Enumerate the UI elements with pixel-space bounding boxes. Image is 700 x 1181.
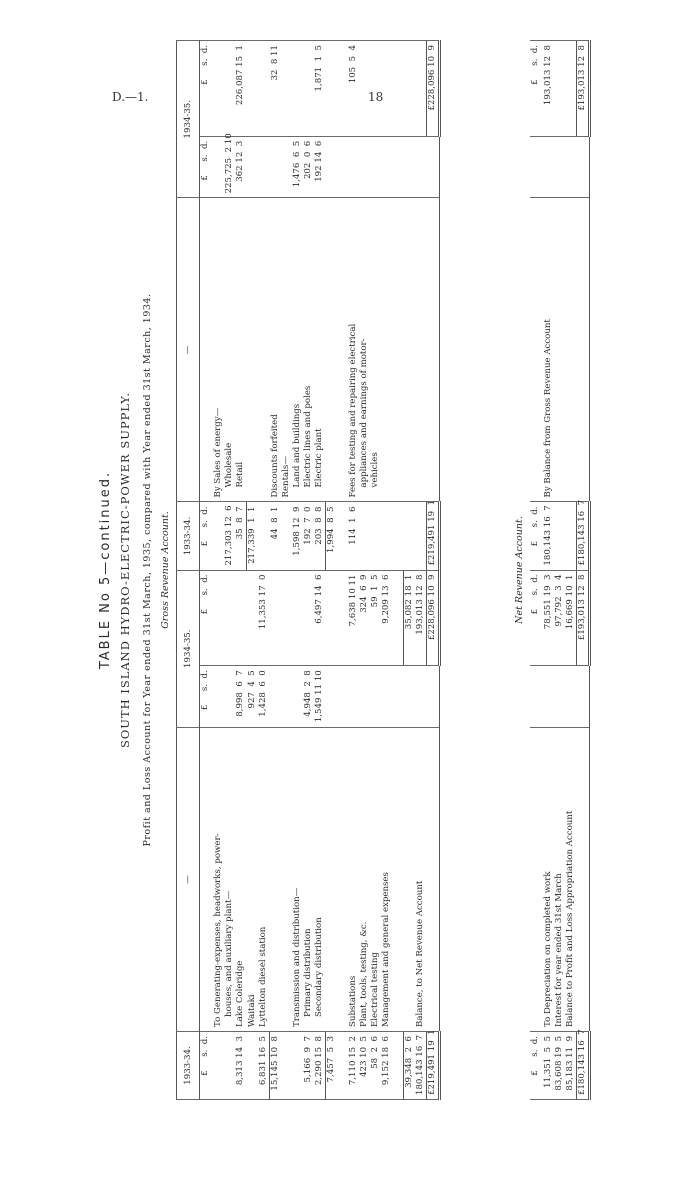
amount: 58 2 6	[370, 1031, 381, 1099]
amount: 59 1 5	[370, 570, 381, 666]
table-row	[326, 41, 338, 1100]
amount: 83,608 19 5	[554, 1031, 565, 1099]
amount: 192 14 6	[314, 136, 326, 198]
total-amount: £193,013 12 8	[577, 41, 590, 137]
total-amount: £228,096 10 9	[427, 41, 440, 137]
amount: 11,351 5 5	[543, 1031, 554, 1099]
amount: 15,145 10 8	[270, 1031, 282, 1099]
table-row	[258, 41, 270, 1100]
amount: 1,428 6 0	[258, 666, 270, 728]
table-row	[213, 41, 224, 1100]
item-label: Transmission and distribution—	[292, 727, 303, 1031]
amount: 193,013 12 8	[543, 41, 554, 137]
amount: 6,831 16 5	[258, 1031, 270, 1099]
amount: 97,792 3 4	[554, 570, 565, 666]
gross-revenue-table	[176, 40, 441, 1100]
spacer-row	[281, 41, 292, 1100]
unit-label: £ s. d.	[530, 502, 543, 570]
amount: 193,013 12 8	[415, 570, 427, 666]
item-label: appliances and earnings of motor-	[359, 198, 370, 502]
amount: 217,303 12 6	[224, 502, 235, 570]
item-label: By Sales of energy—	[213, 198, 224, 502]
col-header: —	[177, 727, 200, 1031]
item-label: Interest for year ended 31st March	[554, 727, 565, 1031]
amount: 9,152 18 6	[381, 1031, 392, 1099]
total-row	[577, 41, 590, 1100]
amount: 324 6 9	[359, 570, 370, 666]
item-label: Wholesale	[224, 198, 235, 502]
total-amount: £193,013 12 8	[577, 570, 590, 666]
unit-label: £ s. d.	[530, 570, 543, 666]
amount: 1,871 1 5	[314, 41, 326, 137]
amount: 927 4 5	[247, 666, 259, 728]
total-amount: £219,491 19 1	[427, 502, 440, 570]
amount: 44 8 1	[270, 502, 282, 570]
table-row	[370, 41, 381, 1100]
item-label: Electric plant	[314, 198, 326, 502]
amount: 6,497 14 6	[314, 570, 326, 666]
table-subtitle: SOUTH ISLAND HYDRO-ELECTRIC-POWER SUPPLY.	[118, 391, 132, 749]
amount: 78,551 19 3	[543, 570, 554, 666]
table-row	[270, 41, 282, 1100]
table-row	[235, 41, 247, 1100]
item-label: Secondary distribution	[314, 727, 326, 1031]
item-label: Electric lines and poles	[303, 198, 314, 502]
table-row	[348, 41, 359, 1100]
table-row	[224, 41, 235, 1100]
amount: 192 7 0	[303, 502, 314, 570]
net-revenue-heading: Net Revenue Account.	[514, 516, 525, 624]
item-label: Discounts forfeited	[270, 198, 282, 502]
page-reference: D.—1.	[112, 90, 149, 104]
col-header: 1933-34.	[177, 1031, 200, 1099]
item-label: Lake Coleridge	[235, 727, 247, 1031]
table-row	[314, 41, 326, 1100]
table-row	[404, 41, 416, 1100]
item-label: houses, and auxiliary plant—	[224, 727, 235, 1031]
page-number: 18	[368, 90, 384, 104]
item-label: vehicles	[370, 198, 381, 502]
amount: 105 5 4	[348, 41, 359, 137]
unit-row	[200, 41, 214, 1100]
unit-row	[530, 41, 543, 1100]
amount: 180,143 16 7	[415, 1031, 427, 1099]
item-label: Substations	[348, 727, 359, 1031]
table-row	[554, 41, 565, 1100]
table-row	[381, 41, 392, 1100]
table-description: Profit and Loss Account for Year ended 31st March, 1935, compared with Year ended 31st March, 1934.	[142, 293, 153, 847]
amount: 202 0 6	[303, 136, 314, 198]
item-label: To Generating-expenses, headworks, power-	[213, 727, 224, 1031]
net-revenue-table	[530, 40, 591, 1100]
amount: 225,725 2 10	[224, 136, 235, 198]
unit-label: £ s. d.	[200, 666, 214, 728]
table-row	[543, 41, 554, 1100]
amount: 180,143 16 7	[543, 502, 554, 570]
item-label: By Balance from Gross Revenue Account	[543, 198, 554, 502]
spacer-row	[392, 41, 404, 1100]
total-row	[427, 41, 440, 1100]
total-amount: £180,143 16 7	[577, 502, 590, 570]
unit-label: £ s. d.	[200, 41, 214, 137]
amount: 11,353 17 0	[258, 570, 270, 666]
item-label: Lyttelton diesel station	[258, 727, 270, 1031]
unit-label: £ s. d.	[530, 1031, 543, 1099]
amount: 8,998 6 7	[235, 666, 247, 728]
item-label: Rentals—	[281, 198, 292, 502]
item-label: Retail	[235, 198, 247, 502]
amount: 423 10 5	[359, 1031, 370, 1099]
amount: 226,087 15 1	[235, 41, 247, 137]
col-header: 1933-34.	[177, 502, 200, 570]
amount: 35,082 18 1	[404, 570, 416, 666]
amount: 35 8 7	[235, 502, 247, 570]
item-label: To Depreciation on completed work	[543, 727, 554, 1031]
amount: 32 8 11	[270, 41, 282, 137]
unit-label: £ s. d.	[200, 502, 214, 570]
amount: 5,166 9 7	[303, 1031, 314, 1099]
amount: 2,290 15 8	[314, 1031, 326, 1099]
item-label: Primary distribution	[303, 727, 314, 1031]
amount: 114 1 6	[348, 502, 359, 570]
item-label: Fees for testing and repairing electrical	[348, 198, 359, 502]
total-amount: £180,143 16 7	[577, 1031, 590, 1099]
item-label: Electrical testing	[370, 727, 381, 1031]
item-label: Waitaki	[247, 727, 259, 1031]
amount: 9,209 13 6	[381, 570, 392, 666]
amount: 7,457 5 3	[326, 1031, 338, 1099]
table-row	[415, 41, 427, 1100]
item-label: Balance, to Net Revenue Account	[415, 727, 427, 1031]
unit-label: £ s. d.	[530, 41, 543, 137]
spacer-row	[337, 41, 348, 1100]
total-amount: £228,096 10 9	[427, 570, 440, 666]
unit-label: £ s. d.	[200, 136, 214, 198]
amount: 16,669 10 1	[565, 570, 577, 666]
table-row	[247, 41, 259, 1100]
rotated-table-area	[100, 40, 660, 1100]
amount: 7,638 10 11	[348, 570, 359, 666]
col-header: 1934-35.	[177, 570, 200, 727]
amount: 4,948 2 8	[303, 666, 314, 728]
table-row	[565, 41, 577, 1100]
table-row	[292, 41, 303, 1100]
col-header: —	[177, 198, 200, 502]
unit-label: £ s. d.	[200, 570, 214, 666]
amount: 1,549 11 10	[314, 666, 326, 728]
gross-revenue-heading: Gross Revenue Account.	[160, 511, 171, 629]
amount: 362 12 3	[235, 136, 247, 198]
amount: 1,476 6 5	[292, 136, 303, 198]
table-title: TABLE No 5—continued.	[98, 470, 113, 670]
unit-label: £ s. d.	[200, 1031, 214, 1099]
amount: 203 8 8	[314, 502, 326, 570]
header-row	[177, 41, 200, 1100]
item-label: Land and buildings	[292, 198, 303, 502]
item-label: Management and general expenses	[381, 727, 392, 1031]
amount: 1,598 12 9	[292, 502, 303, 570]
item-label: Balance to Profit and Loss Appropriation Account	[565, 727, 577, 1031]
table-row	[359, 41, 370, 1100]
table-row	[303, 41, 314, 1100]
amount: 8,313 14 3	[235, 1031, 247, 1099]
amount: 7,110 15 2	[348, 1031, 359, 1099]
amount: 85,183 11 9	[565, 1031, 577, 1099]
amount: 39,348 2 6	[404, 1031, 416, 1099]
amount: 1,994 8 5	[326, 502, 338, 570]
col-header: 1934-35.	[177, 41, 200, 198]
amount: 217,339 1 1	[247, 502, 259, 570]
item-label: Plant, tools, testing, &c.	[359, 727, 370, 1031]
total-amount: £219,491 19 1	[427, 1031, 440, 1099]
